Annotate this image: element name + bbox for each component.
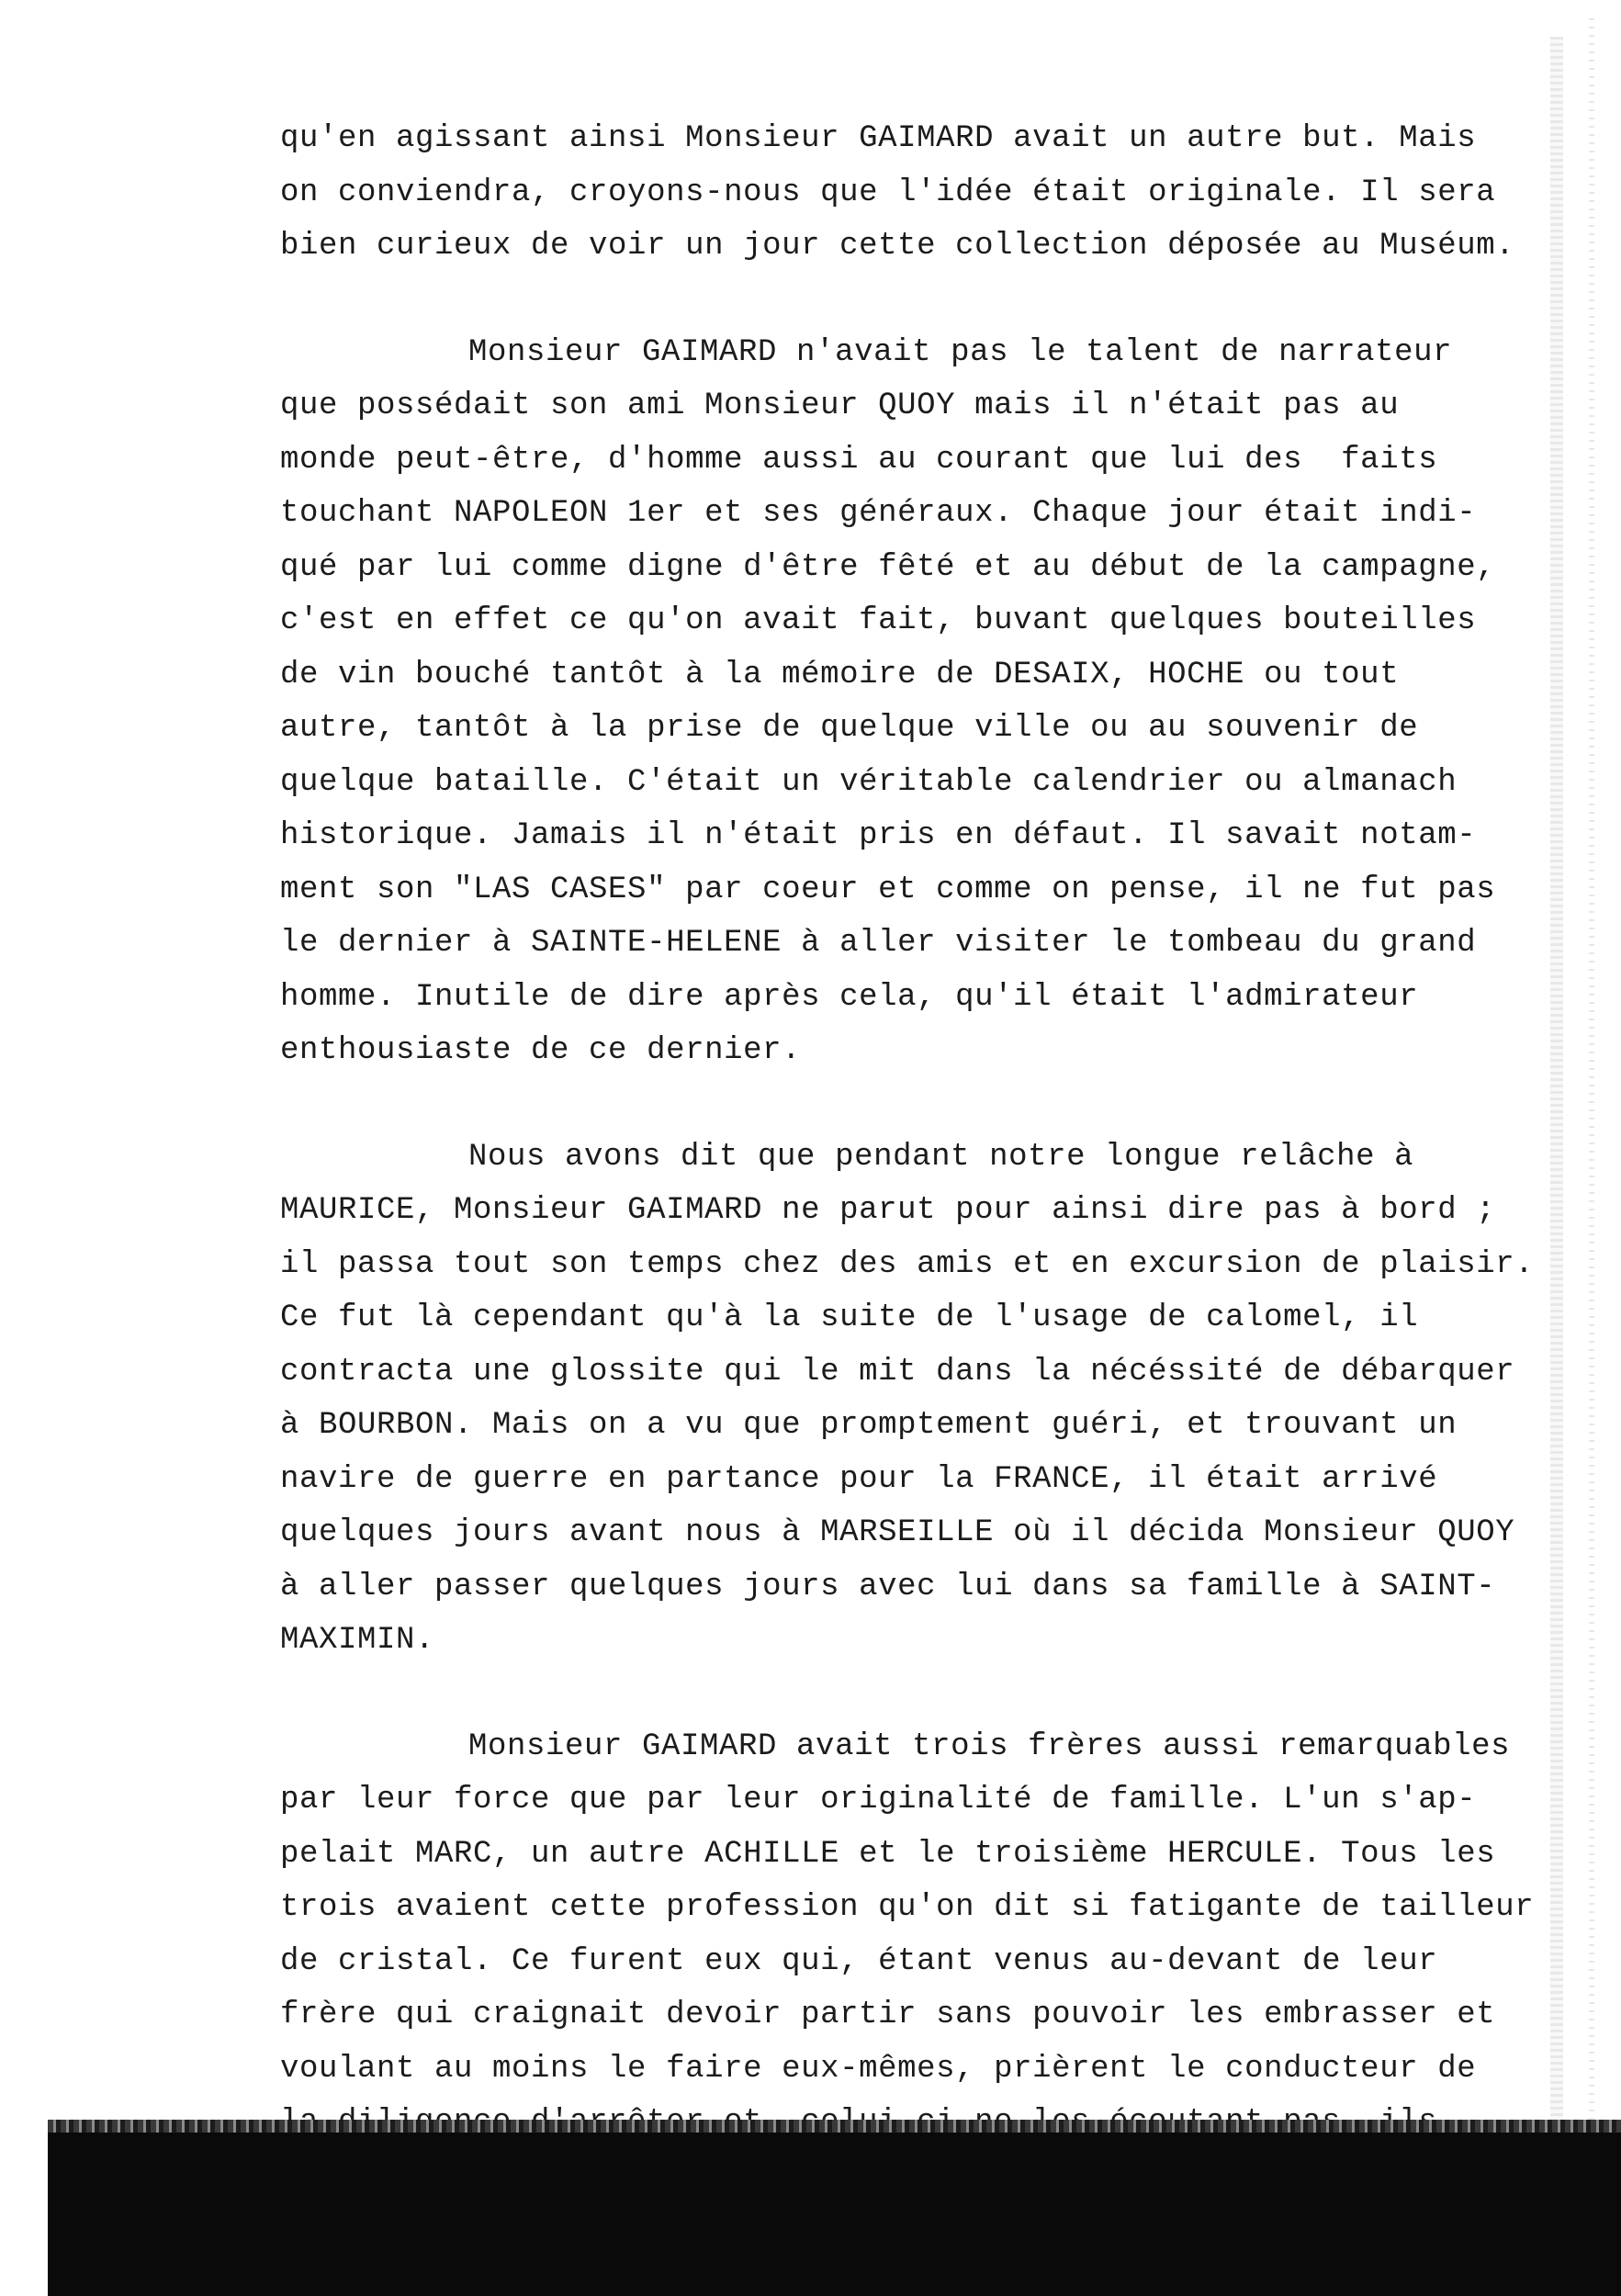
text-line: que possédait son ami Monsieur QUOY mais il n'était pas au [280,388,1400,423]
text-line: contracta une glossite qui le mit dans la nécéssité de débarquer [280,1354,1515,1390]
text-line: à aller passer quelques jours avec lui dans sa famille à SAINT- [280,1569,1496,1604]
text-line: quelques jours avant nous à MARSEILLE où il décida Monsieur QUOY [280,1515,1515,1550]
scan-edge-artifact [1550,37,1563,2140]
text-line-indented: Monsieur GAIMARD n'avait pas le talent de narrateur [468,334,1453,370]
text-line: enthousiaste de ce dernier. [280,1033,802,1068]
text-line: MAURICE, Monsieur GAIMARD ne parut pour ainsi dire pas à bord ; [280,1193,1496,1228]
text-line: touchant NAPOLEON 1er et ses généraux. Chaque jour était indi- [280,496,1477,531]
document-body [280,112,1548,2256]
text-line: qué par lui comme digne d'être fêté et au début de la campagne, [280,549,1496,585]
text-line: il passa tout son temps chez des amis et en excursion de plaisir. [280,1246,1535,1282]
text-line: ment son "LAS CASES" par coeur et comme on pense, il ne fut pas [280,872,1496,907]
text-line: à BOURBON. Mais on a vu que promptement guéri, et trouvant un [280,1408,1458,1443]
text-line: on conviendra, croyons-nous que l'idée était originale. Il sera [280,174,1496,210]
text-line: trois avaient cette profession qu'on dit si fatigante de tailleur [280,1890,1535,1925]
paragraph-1 [280,112,1548,274]
paragraph-2 [280,326,1548,1078]
text-line: Ce fut là cependant qu'à la suite de l'usage de calomel, il [280,1300,1419,1335]
scan-edge-artifact-secondary [1589,18,1594,2140]
scan-dark-border [48,2133,1621,2296]
text-line: de cristal. Ce furent eux qui, étant venus au-devant de leur [280,1943,1438,1979]
text-line: bien curieux de voir un jour cette collection déposée au Muséum. [280,229,1515,264]
text-line: homme. Inutile de dire après cela, qu'il était l'admirateur [280,979,1419,1015]
text-line: le dernier à SAINTE-HELENE à aller visiter le tombeau du grand [280,926,1477,961]
text-line: de vin bouché tantôt à la mémoire de DESAIX, HOCHE ou tout [280,657,1400,692]
text-line: MAXIMIN. [280,1623,435,1658]
text-line: autre, tantôt à la prise de quelque ville ou au souvenir de [280,711,1419,746]
text-line: monde peut-être, d'homme aussi au courant que lui des faits [280,442,1438,478]
text-line: par leur force que par leur originalité de famille. L'un s'ap- [280,1783,1477,1818]
paragraph-3 [280,1131,1548,1668]
text-line: c'est en effet ce qu'on avait fait, buvant quelques bouteilles [280,603,1477,638]
text-line: qu'en agissant ainsi Monsieur GAIMARD avait un autre but. Mais [280,121,1477,156]
text-line-indented: Monsieur GAIMARD avait trois frères aussi remarquables [468,1728,1511,1764]
text-line: pelait MARC, un autre ACHILLE et le troisième HERCULE. Tous les [280,1836,1496,1872]
text-line: quelque bataille. C'était un véritable calendrier ou almanach [280,764,1458,800]
text-line-indented: Nous avons dit que pendant notre longue relâche à [468,1139,1414,1175]
text-line: frère qui craignait devoir partir sans pouvoir les embrasser et [280,1998,1496,2032]
text-line: voulant au moins le faire eux-mêmes, prièrent le conducteur de [280,2051,1477,2087]
text-line: navire de guerre en partance pour la FRANCE, il était arrivé [280,1461,1438,1497]
text-line: historique. Jamais il n'était pris en défaut. Il savait notam- [280,818,1477,853]
